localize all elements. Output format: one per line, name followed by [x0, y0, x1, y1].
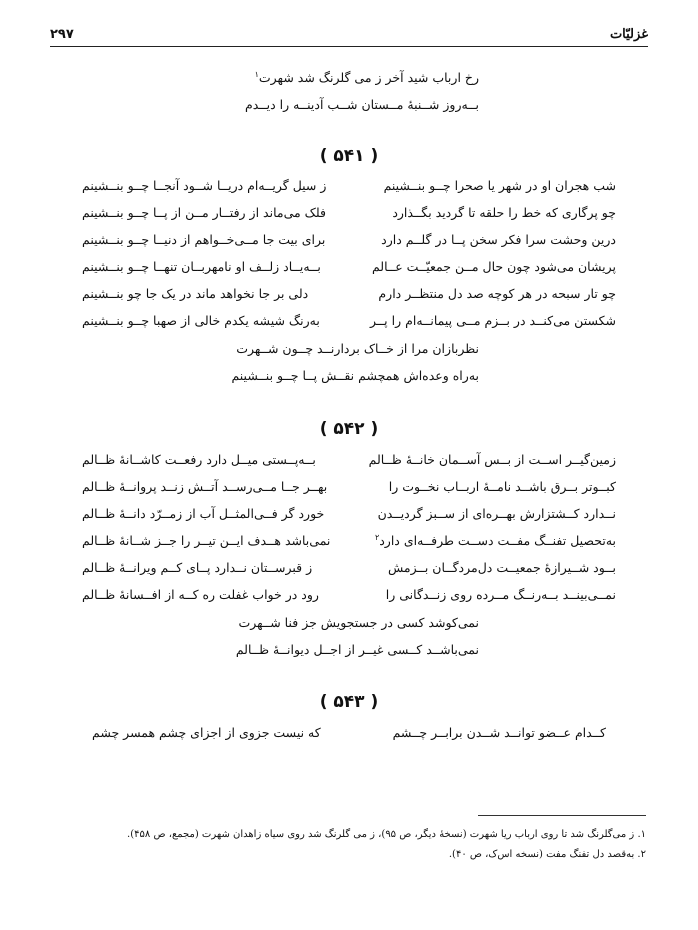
ghazal-number-542: ( ۵۴۲ ): [319, 419, 379, 439]
closing-line-2: نمی‌باشــد کــسی غیــر از اجــل دیوانــهٔ ظــالم: [235, 642, 479, 657]
hemistich-first: کبــوتر بــرق باشــد نامــهٔ اربــاب نخــوت را: [388, 479, 616, 494]
hemistich-second: ز سیل گریــه‌ام دریــا شــود آنجــا چــو بنــشینم: [82, 178, 327, 193]
running-title: غزلیّات: [609, 27, 648, 42]
hemistich-first: زمین‌گیــر اســت از بــس آســمان خانــهٔ ظــالم: [368, 452, 616, 467]
hemistich-first: چو تار سبحه در هر کوچه صد دل منتظــر دارم: [378, 286, 616, 301]
footnote-1: ۱. ز می‌گلرنگ شد تا روی ارباب ریا شهرت (نسخهٔ دیگر، ص ۹۵)، ز می گلرنگ شد روی سیاه زاهدان شهرت (مجمع، ص ۴۵۸).: [127, 829, 646, 840]
couplet: [82, 259, 616, 281]
hemistich-second: بهــر جــا مــی‌رســد آتــش زنــد پروانــهٔ ظــالم: [82, 479, 328, 494]
hemistich-first: شب هجران او در شهر یا صحرا چــو بنــشینم: [383, 178, 616, 193]
hemistich-second: که نیست جزوی از اجزای چشم همسر چشم: [92, 725, 321, 740]
intro-line-1: رخ ارباب شید آخر ز می گلرنگ شد شهرت$^۱$: [254, 70, 479, 86]
couplet: [92, 725, 606, 747]
hemistich-first: درین وحشت سرا فکر سخن پــا در گلــم دارد: [381, 232, 616, 247]
couplet: [82, 587, 616, 609]
footnote-ref-2: ۲: [374, 533, 380, 542]
closing-line-1: نظربازان مرا از خــاک بردارنــد چــون شــهرت: [236, 341, 479, 356]
hemistich-first: نمــی‌بینــد بــه‌رنــگ مــرده روی زنــدگانی را: [385, 587, 616, 602]
couplet: [82, 479, 616, 501]
hemistich-second: ز قبرســتان نــدارد پــای کــم ویرانــهٔ ظــالم: [82, 560, 313, 575]
hemistich-second: بــه‌یــاد زلــف او نامهربــان تنهــا چــو بنــشینم: [82, 259, 321, 274]
couplet: [82, 313, 616, 335]
page-header: [50, 18, 648, 47]
couplet: [82, 560, 616, 582]
couplet: [82, 232, 616, 254]
intro-line-2: بــه‌روز شــنبهٔ مــستان شــب آدینــه را دیــدم: [245, 97, 479, 112]
hemistich-first: نــدارد کــشتزارش بهــره‌ای از ســبز گردیــدن: [377, 506, 616, 521]
closing-line-2: به‌راه وعده‌اش همچشم نقــش پــا چــو بنــشینم: [231, 368, 479, 383]
footnote-ref-1: ۱: [254, 70, 259, 79]
hemistich-second: بــه‌پــستی میــل دارد رفعــت کاشــانهٔ ظــالم: [82, 452, 316, 467]
ghazal-number-541: ( ۵۴۱ ): [319, 146, 379, 166]
hemistich-second: برای بیت جا مــی‌خــواهم از دنیــا چــو بنــشینم: [82, 232, 326, 247]
hemistich-first: کــدام عــضو توانــد شــدن برابــر چــشم: [392, 725, 606, 740]
couplet: [82, 178, 616, 200]
hemistich-first: به‌تحصیل تفنــگ مفــت دســت طرفــه‌ای دارد$^۲$: [374, 533, 616, 549]
couplet: [82, 452, 616, 474]
hemistich-first: پریشان می‌شود چون حال مــن جمعیّــت عــالم: [371, 259, 616, 274]
hemistich-second: نمی‌باشد هــدف ایــن تیــر را جــز شــانهٔ ظــالم: [82, 533, 331, 548]
couplet: [82, 506, 616, 528]
hemistich-first: چو پرگاری که خط را حلقه تا گردید بگــذارد: [392, 205, 616, 220]
hemistich-first: بــود شــیرازهٔ جمعیــت دل‌مردگــان بــزمش: [387, 560, 616, 575]
hemistich-second: رود در خواب غفلت ره کــه از افــسانهٔ ظــالم: [82, 587, 319, 602]
couplet: [82, 205, 616, 227]
ghazal-number-543: ( ۵۴۳ ): [319, 692, 379, 712]
hemistich-second: خورد گر فــی‌المثــل آب از زمــرّد دانــهٔ ظــالم: [82, 506, 325, 521]
hemistich-second: فلک می‌ماند از رفتــار مــن از پــا چــو بنــشینم: [82, 205, 326, 220]
couplet: [82, 533, 616, 555]
closing-line-1: نمی‌کوشد کسی در جستجویش جز فنا شــهرت: [238, 615, 479, 630]
hemistich-second: دلی بر جا نخواهد ماند در یک جا چو بنــشینم: [82, 286, 309, 301]
hemistich-second: به‌رنگ شیشه یکدم خالی از صهبا چــو بنــشینم: [82, 313, 320, 328]
footnote-divider: [478, 815, 646, 816]
hemistich-first: شکستن می‌کنــد در بــزم مــی پیمانــه‌ام را پــر: [369, 313, 616, 328]
footnote-2: ۲. به‌قصد دل تفنگ مفت (نسخه اس‌ک، ص ۴۰).: [448, 849, 646, 860]
page-number: ۲۹۷: [50, 27, 74, 42]
couplet: [82, 286, 616, 308]
